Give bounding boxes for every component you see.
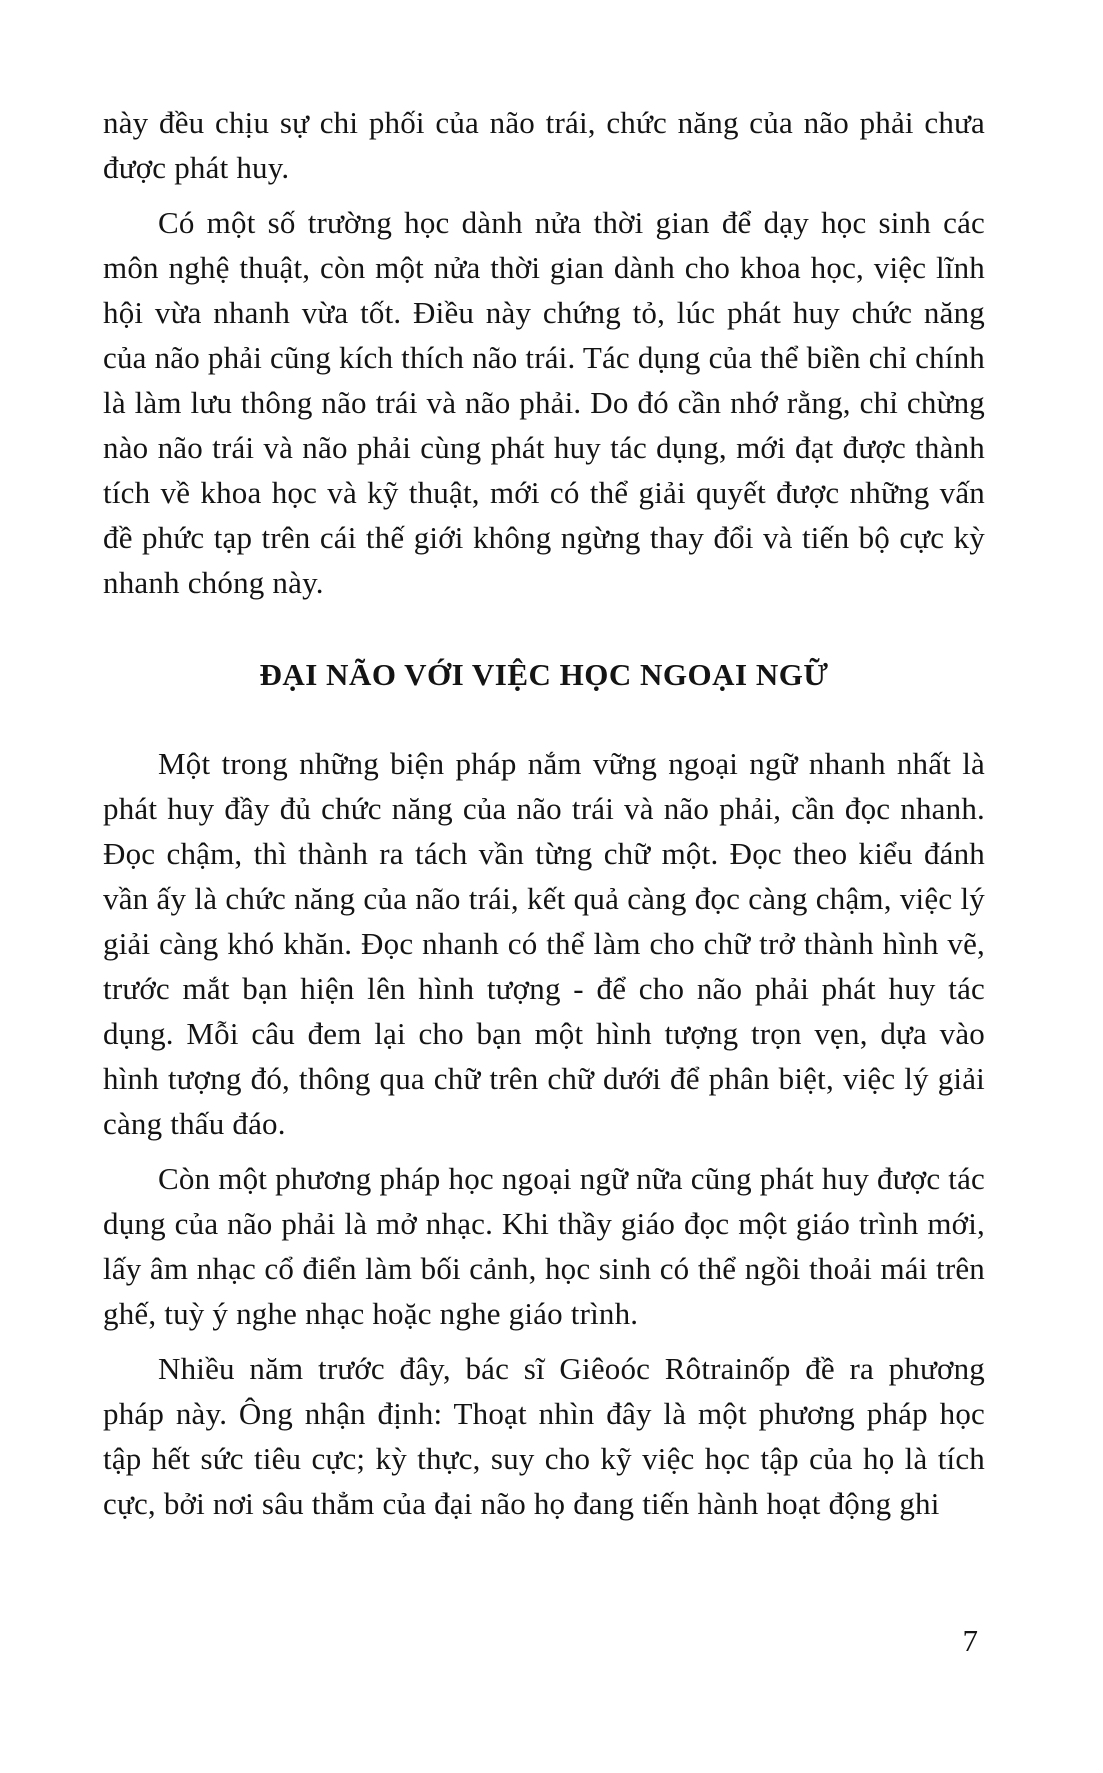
paragraph-music-method: Còn một phương pháp học ngoại ngữ nữa cũng phát huy được tác dụng của não phải là mở nhạc. Khi thầy giáo đọc một giáo trình mới, lấy âm nhạc cổ điển làm bối cảnh, học sinh có thể ngồi thoải mái trên ghế, tuỳ ý nghe nhạc hoặc nghe giáo trình. [103, 1161, 985, 1331]
paragraph-continuation: này đều chịu sự chi phối của não trái, chức năng của não phải chưa được phát huy. [103, 105, 985, 185]
page-body [103, 100, 985, 1526]
page-number: 7 [962, 1623, 978, 1658]
section-heading: ĐẠI NÃO VỚI VIỆC HỌC NGOẠI NGỮ [259, 657, 829, 692]
paragraph-reading-method: Một trong những biện pháp nắm vững ngoại ngữ nhanh nhất là phát huy đầy đủ chức năng của não trái và não phải, cần đọc nhanh. Đọc chậm, thì thành ra tách vần từng chữ một. Đọc theo kiểu đánh vần ấy là chức năng của não trái, kết quả càng đọc càng chậm, việc lý giải càng khó khăn. Đọc nhanh có thể làm cho chữ trở thành hình vẽ, trước mắt bạn hiện lên hình tượng - để cho não phải phát huy tác dụng. Mỗi câu đem lại cho bạn một hình tượng trọn vẹn, dựa vào hình tượng đó, thông qua chữ trên chữ dưới để phân biệt, việc lý giải càng thấu đáo. [103, 746, 985, 1141]
paragraph-schools: Có một số trường học dành nửa thời gian để dạy học sinh các môn nghệ thuật, còn một nửa thời gian dành cho khoa học, việc lĩnh hội vừa nhanh vừa tốt. Điều này chứng tỏ, lúc phát huy chức năng của não phải cũng kích thích não trái. Tác dụng của thể biền chỉ chính là làm lưu thông não trái và não phải. Do đó cần nhớ rằng, chỉ chừng nào não trái và não phải cùng phát huy tác dụng, mới đạt được thành tích về khoa học và kỹ thuật, mới có thể giải quyết được những vấn đề phức tạp trên cái thế giới không ngừng thay đổi và tiến bộ cực kỳ nhanh chóng này. [103, 205, 985, 600]
paragraph-doctor-method: Nhiều năm trước đây, bác sĩ Giêoóc Rôtrainốp đề ra phương pháp này. Ông nhận định: Thoạt nhìn đây là một phương pháp học tập hết sức tiêu cực; kỳ thực, suy cho kỹ việc học tập của họ là tích cực, bởi nơi sâu thẳm của đại não họ đang tiến hành hoạt động ghi [103, 1351, 985, 1521]
